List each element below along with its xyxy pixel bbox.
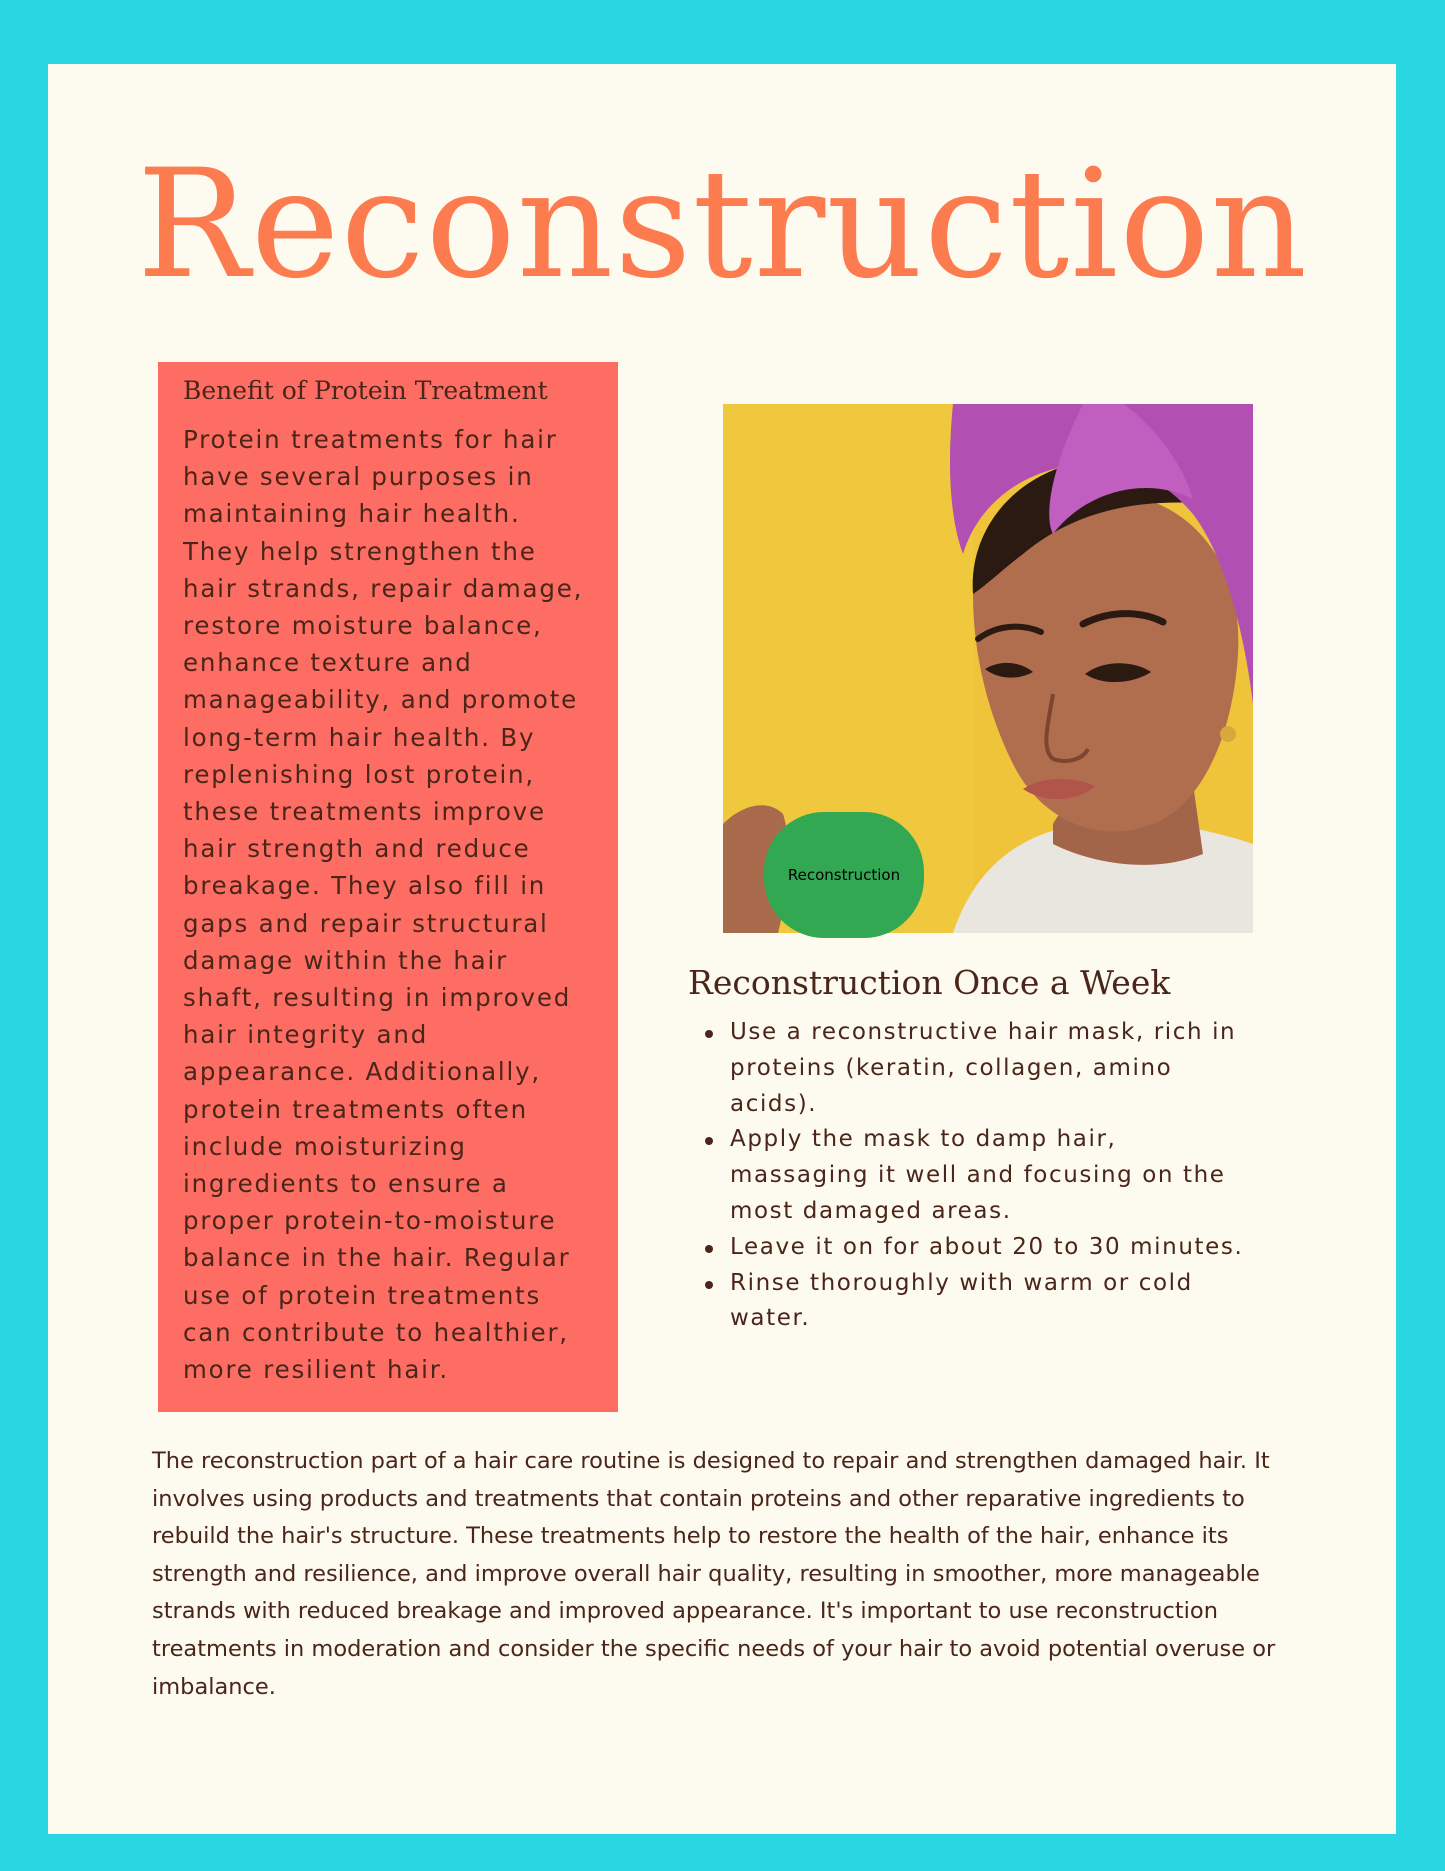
benefit-box — [158, 362, 618, 1412]
earring-shape — [1220, 726, 1236, 742]
routine-step: Apply the mask to damp hair, massaging it well and focusing on the most damaged areas. — [700, 1122, 1260, 1229]
benefit-text: Protein treatments for hair have several purposes in maintaining hair health. They help strengthen the hair strands, repair damage, restore moisture balance, enhance texture and manageability, and promote long-term hair health. By replenishing lost protein, these treatments improve hair strength and reduce breakage. They also fill in gaps and repair structural damage within the hair shaft, resulting in improved hair integrity and appearance. Additionally, protein treatments often include moisturizing ingredients to ensure a proper protein-to-moisture balance in the hair. Regular use of protein treatments can contribute to healthier, more resilient hair. — [183, 425, 584, 1385]
routine-heading: Reconstruction Once a Week — [688, 963, 1171, 1002]
page-title: Reconstruction — [136, 138, 1309, 312]
badge-label: Reconstruction — [787, 866, 901, 884]
routine-step: Leave it on for about 20 to 30 minutes. — [700, 1230, 1260, 1266]
benefit-heading: Benefit of Protein Treatment — [183, 376, 548, 405]
routine-steps-list — [700, 1015, 1260, 1337]
routine-step: Use a reconstructive hair mask, rich in proteins (keratin, collagen, amino acids). — [700, 1015, 1260, 1122]
summary-paragraph: The reconstruction part of a hair care routine is designed to repair and strengthen damaged hair. It involves using products and treatments that contain proteins and other reparative ingredients to rebuild the hair's structure. These treatments help to restore the health of the hair, enhance its strength and resilience, and improve overall hair quality, resulting in smoother, more manageable strands with reduced breakage and improved appearance. It's important to use reconstruction treatments in moderation and consider the specific needs of your hair to avoid potential overuse or imbalance. — [152, 1448, 1276, 1700]
reconstruction-badge — [764, 812, 924, 938]
routine-step: Rinse thoroughly with warm or cold water. — [700, 1266, 1260, 1338]
